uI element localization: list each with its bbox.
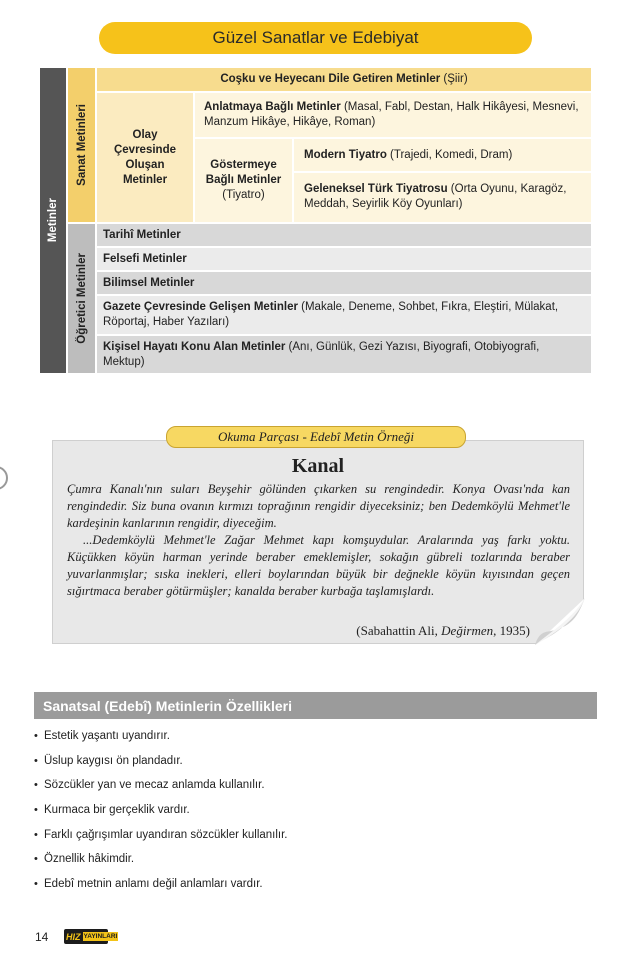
gostermeye-detail: (Tiyatro) [222, 189, 265, 201]
bullet-icon: • [34, 730, 38, 742]
metinler-column [40, 68, 66, 373]
kisisel-hayat-title: Kişisel Hayatı Konu Alan Metinler [103, 341, 286, 353]
list-item [34, 829, 288, 854]
bullet-icon: • [34, 804, 38, 817]
reading-body [67, 481, 570, 600]
bullet-icon: • [34, 754, 38, 767]
kisisel-hayat-row [97, 336, 591, 373]
modern-tiyatro-row [294, 139, 591, 171]
page-curl-icon [535, 598, 585, 645]
list-item-text: Edebî metnin anlamı değil anlamları vardır. [44, 878, 263, 891]
reading-paragraph-1: Çumra Kanalı'nın suları Beyşehir gölünden çıkarken su rengindedir. Konya Ovası'nda kan rengindedir. Siz buna ovanın kırmızı toprağının rengidir diyeceksiniz; ben Dedemköylü Mehmet'le kardeşinin kanlarının rengidir, diyeceğim. [67, 482, 570, 530]
gazete-metinleri-title: Gazete Çevresinde Gelişen Metinler [103, 301, 298, 313]
anlatmaya-title: Anlatmaya Bağlı Metinler [204, 101, 341, 113]
gazete-metinleri-row [97, 296, 591, 334]
metinler-label: Metinler [47, 198, 59, 243]
list-item-text: Estetik yaşantı uyandırır. [44, 730, 170, 742]
section-header: Sanatsal (Edebî) Metinlerin Özellikleri [34, 692, 597, 719]
ogretici-metinler-label: Öğretici Metinler [75, 253, 88, 344]
bullet-icon: • [34, 779, 38, 792]
margin-circle-icon [0, 466, 8, 490]
bullet-icon: • [34, 878, 38, 891]
modern-tiyatro-title: Modern Tiyatro [304, 148, 387, 161]
source-author: (Sabahattin Ali, [356, 623, 442, 638]
sanat-metinleri-label: Sanat Metinleri [75, 104, 88, 186]
bullet-icon: • [34, 853, 38, 866]
source-work: Değirmen [441, 623, 494, 638]
gostermeye-title: Göstermeye Bağlı Metinler [205, 159, 282, 186]
geleneksel-tiyatro-row [294, 173, 591, 222]
olay-cevresinde-cell [97, 93, 193, 222]
logo-hiz: HIZ [66, 931, 81, 942]
page-title: Güzel Sanatlar ve Edebiyat [99, 22, 532, 54]
bilimsel-metinler-row [97, 272, 591, 294]
geleneksel-tiyatro-detail: (Orta Oyunu, Karagöz, Meddah, Seyirlik Köy Oyunları) [304, 183, 567, 210]
ogretici-metinler-column [68, 224, 95, 373]
list-item [34, 804, 288, 829]
anlatmaya-detail: (Masal, Fabl, Destan, Halk Hikâyesi, Mesnevi, Manzum Hikâye, Hikâye, Roman) [204, 101, 579, 128]
gostermeye-bagli-cell [195, 139, 292, 222]
list-item-text: Farklı çağrışımlar uyandıran sözcükler kullanılır. [44, 828, 288, 841]
list-item-text: Sözcükler yan ve mecaz anlamda kullanılır. [44, 779, 265, 792]
gazete-metinleri-detail: (Makale, Deneme, Sohbet, Fıkra, Eleştiri, Mülakat, Röportaj, Haber Yazıları) [103, 301, 559, 328]
anlatmaya-bagli-row [195, 93, 591, 137]
sanat-metinleri-column [68, 68, 95, 222]
list-item [34, 730, 288, 755]
olay-cevresinde-label: Olay Çevresinde Oluşan Metinler [113, 128, 176, 186]
page-number: 14 [35, 930, 49, 944]
source-year: , 1935) [493, 623, 530, 638]
tarihi-metinler-row [97, 224, 591, 246]
list-item-text: Öznellik hâkimdir. [44, 853, 135, 866]
geleneksel-tiyatro-title: Geleneksel Türk Tiyatrosu [304, 183, 448, 195]
siir-row [97, 68, 591, 91]
bilimsel-metinler-label: Bilimsel Metinler [103, 276, 195, 289]
list-item [34, 755, 288, 780]
reading-title: Kanal [291, 455, 345, 477]
publisher-logo [64, 929, 118, 944]
siir-detail: (Şiir) [440, 73, 468, 85]
felsefi-metinler-label: Felsefi Metinler [103, 252, 187, 265]
felsefi-metinler-row [97, 248, 591, 270]
siir-title: Coşku ve Heyecanı Dile Getiren Metinler [220, 73, 441, 85]
reading-paragraph-2: ...Dedemköylü Mehmet'le Zağar Mehmet kapı komşuydular. Aralarında yaş farkı yoktu. Küçükken köyün harman yerinde beraber emeklemişler, sokağın gübreli tozlarında beraber yuvarlanmışlar; sıska inekleri, elleri boylarından büyük bir değnekle köyün kıyısından geçen sığırtmaca beraber götürmüşler; kanalda beraber kurbağa taşlamışlardı. [67, 533, 570, 598]
list-item [34, 853, 288, 878]
list-item [34, 779, 288, 804]
modern-tiyatro-detail: (Trajedi, Komedi, Dram) [386, 148, 513, 161]
list-item-text: Üslup kaygısı ön plandadır. [44, 754, 183, 767]
reading-label: Okuma Parçası - Edebî Metin Örneği [166, 426, 466, 448]
tarihi-metinler-label: Tarihî Metinler [103, 228, 181, 241]
bullet-icon: • [34, 828, 38, 841]
list-item-text: Kurmaca bir gerçeklik vardır. [44, 804, 190, 817]
features-list [34, 730, 288, 903]
list-item [34, 878, 288, 903]
logo-yayinlari: YAYINLARI [83, 933, 118, 940]
kisisel-hayat-detail: (Anı, Günlük, Gezi Yazısı, Biyografi, Otobiyografi, Mektup) [103, 341, 540, 368]
reading-source [356, 623, 530, 639]
